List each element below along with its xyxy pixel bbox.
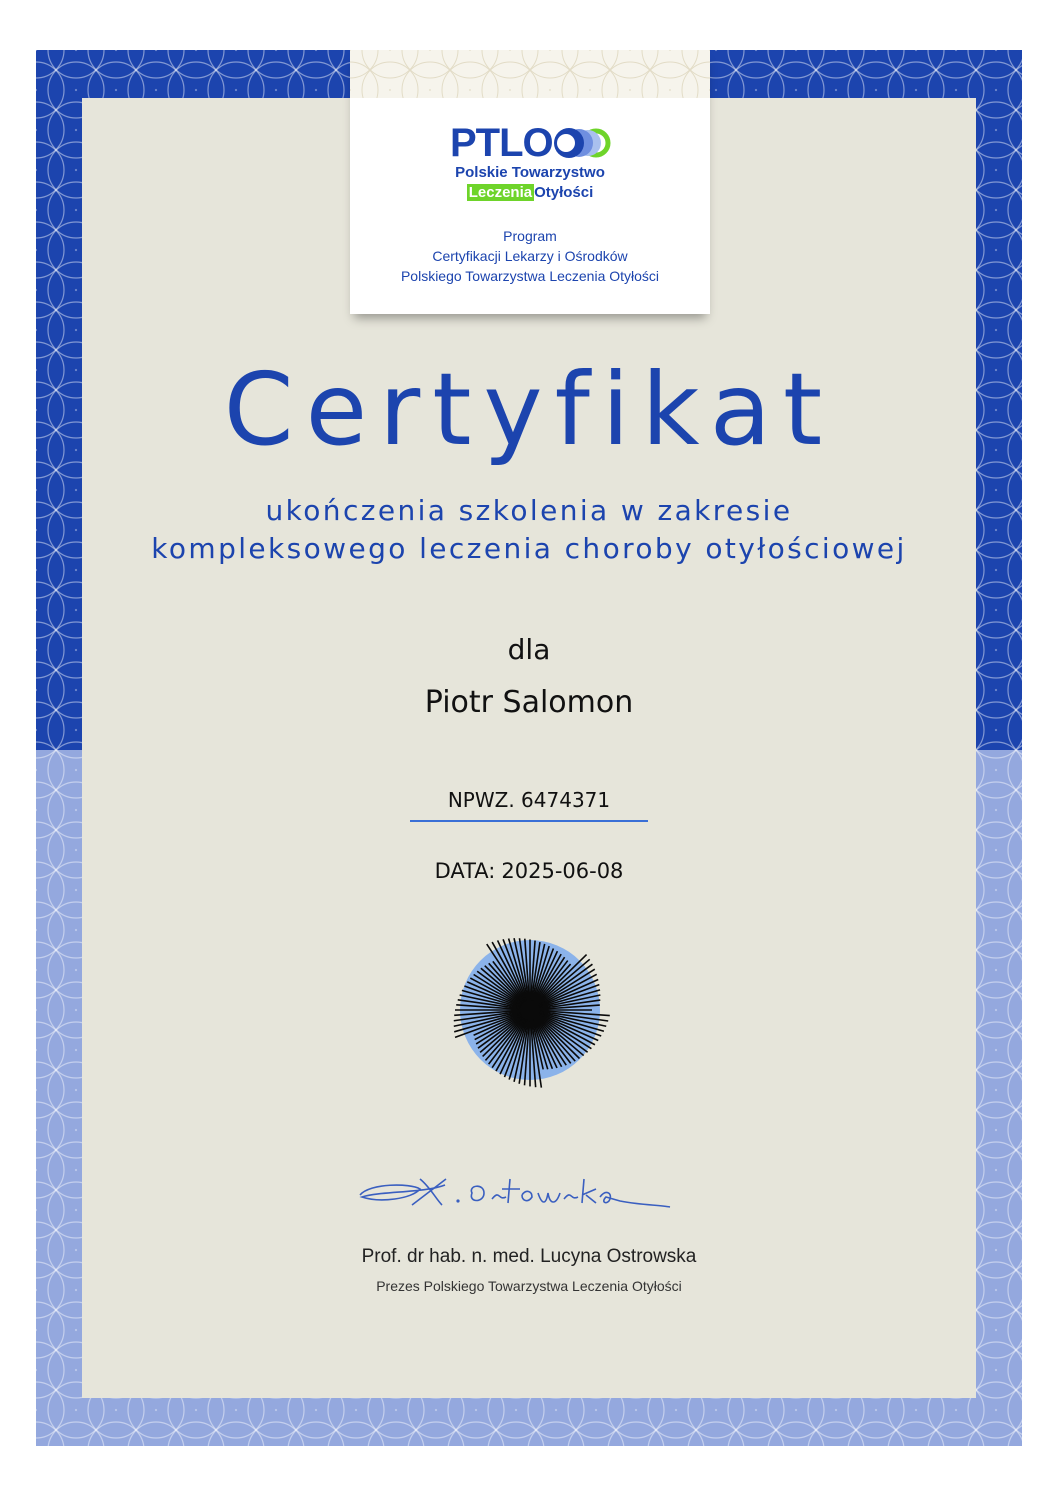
logo-highlight: Leczenia bbox=[468, 184, 533, 201]
program-line: Certyfikacji Lekarzy i Ośrodków bbox=[432, 248, 628, 264]
npwz-number: NPWZ. 6474371 bbox=[447, 788, 611, 812]
seal-core bbox=[520, 1000, 540, 1020]
date-row bbox=[0, 857, 1058, 885]
date-label: DATA: bbox=[434, 859, 496, 883]
logo-acronym: PTLO bbox=[450, 121, 553, 165]
program-text bbox=[350, 226, 710, 286]
recipient-name: Piotr Salomon bbox=[424, 685, 634, 720]
logo-line2-rest: Otyłości bbox=[534, 184, 594, 201]
program-line: Polskiego Towarzystwa Leczenia Otyłości bbox=[400, 268, 660, 284]
date-value: 2025-06-08 bbox=[501, 859, 624, 883]
subtitle-line: ukończenia szkolenia w zakresie bbox=[265, 494, 793, 527]
for-label: dla bbox=[507, 633, 551, 666]
subtitle-line: kompleksowego leczenia choroby otyłościowej bbox=[151, 532, 907, 565]
logo-card bbox=[350, 50, 710, 314]
logo-line2 bbox=[350, 184, 710, 201]
certificate-subtitle bbox=[0, 492, 1058, 568]
npwz-underline bbox=[410, 820, 648, 822]
certificate-title: Certyfikat bbox=[223, 351, 835, 468]
signer-name: Prof. dr hab. n. med. Lucyna Ostrowska bbox=[361, 1246, 697, 1267]
program-line: Program bbox=[503, 228, 557, 244]
signature-image bbox=[350, 1165, 680, 1225]
logo-card-pattern bbox=[350, 50, 710, 98]
overlapping-circles-icon bbox=[552, 127, 612, 161]
ptlo-logo bbox=[450, 120, 620, 166]
logo-line1: Polskie Towarzystwo bbox=[455, 164, 605, 181]
starburst-seal-icon bbox=[440, 925, 620, 1095]
signer-role: Prezes Polskiego Towarzystwa Leczenia Otyłości bbox=[376, 1278, 682, 1294]
